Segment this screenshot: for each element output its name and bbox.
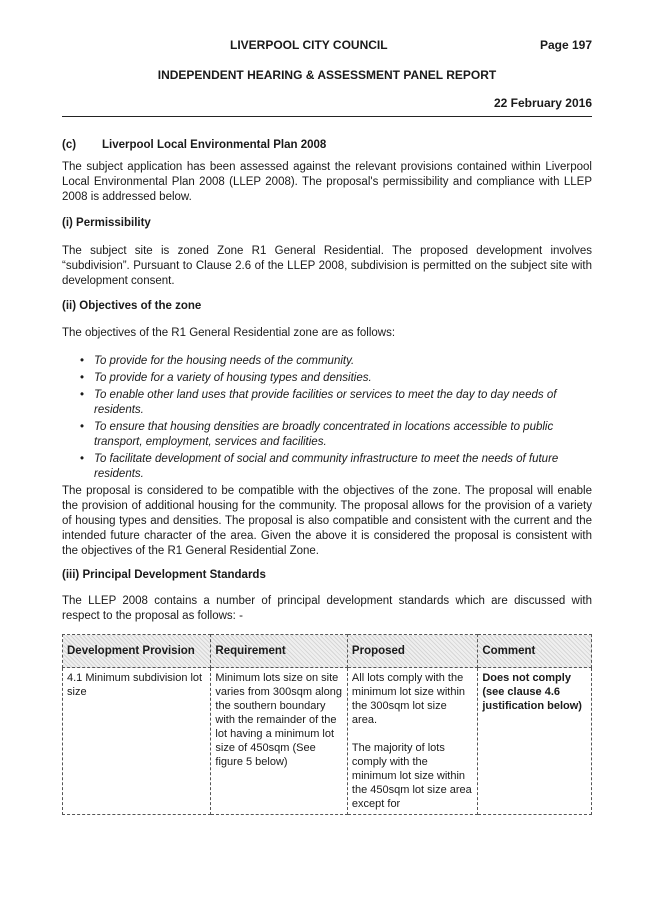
column-header: Proposed — [347, 635, 477, 668]
table-header-row — [63, 635, 592, 668]
comment-cell: Does not comply (see clause 4.6 justification below) — [478, 668, 592, 815]
proposed-cell — [347, 668, 477, 815]
proposed-text: All lots comply with the minimum lot size within the 300sqm lot size area. — [351, 672, 466, 726]
list-item: • To enable other land uses that provide facilities or services to meet the day to day needs of residents. — [80, 388, 592, 418]
section-title: Liverpool Local Environmental Plan 2008 — [102, 139, 327, 151]
page-number: Page 197 — [539, 38, 592, 52]
objectives-intro: The objectives of the R1 General Residential zone are as follows: — [62, 327, 396, 339]
objectives-conclusion: The proposal is considered to be compatible with the objectives of the zone. The proposal will enable the provision of additional housing for the community. The proposal allows for the provision of a variety of housing types and densities. The proposal is also compatible and consistent with the current and the intended future character of the area. Given the above it is considered the proposal is consistent with the objectives of the R1 General Residential Zone. — [62, 485, 592, 557]
header-divider — [62, 116, 592, 117]
list-item: • To facilitate development of social and community infrastructure to meet the needs of future residents. — [80, 452, 592, 482]
standards-heading: (iii) Principal Development Standards — [62, 569, 266, 581]
permissibility-heading: (i) Permissibility — [62, 217, 151, 229]
objectives-list — [80, 354, 592, 484]
section-heading — [62, 138, 592, 153]
permissibility-paragraph: The subject site is zoned Zone R1 General Residential. The proposed development involves “subdivision”. Pursuant to Clause 2.6 of the LLEP 2008, subdivision is permitted on the subject site with development consent. — [62, 245, 592, 287]
table-row — [63, 668, 592, 815]
report-title: INDEPENDENT HEARING & ASSESSMENT PANEL REPORT — [157, 68, 497, 82]
column-header: Development Provision — [63, 635, 211, 668]
proposed-text: The majority of lots comply with the minimum lot size within the 450sqm lot size area except for — [351, 742, 472, 810]
council-name: LIVERPOOL CITY COUNCIL — [230, 38, 388, 52]
requirement-cell: Minimum lots size on site varies from 300sqm along the southern boundary with the remainder of the lot having a minimum lot size of 450sqm (See figure 5 below) — [211, 668, 348, 815]
column-header: Requirement — [211, 635, 348, 668]
objectives-heading: (ii) Objectives of the zone — [62, 300, 202, 312]
list-item: • To ensure that housing densities are broadly concentrated in locations accessible to public transport, employment, services and facilities. — [80, 420, 592, 450]
section-intro-paragraph: The subject application has been assessed against the relevant provisions contained within Liverpool Local Environmental Plan 2008 (LLEP 2008). The proposal's permissibility and compliance with LLEP 2008 is addressed below. — [62, 161, 592, 203]
report-date: 22 February 2016 — [493, 96, 592, 110]
standards-intro: The LLEP 2008 contains a number of principal development standards which are discussed with respect to the proposal as follows: - — [62, 595, 592, 622]
list-item: • To provide for a variety of housing types and densities. — [80, 371, 592, 386]
list-item: • To provide for the housing needs of the community. — [80, 354, 592, 369]
section-label: (c) — [62, 139, 77, 151]
column-header: Comment — [478, 635, 592, 668]
development-standards-table — [62, 634, 592, 815]
provision-cell: 4.1 Minimum subdivision lot size — [63, 668, 211, 815]
